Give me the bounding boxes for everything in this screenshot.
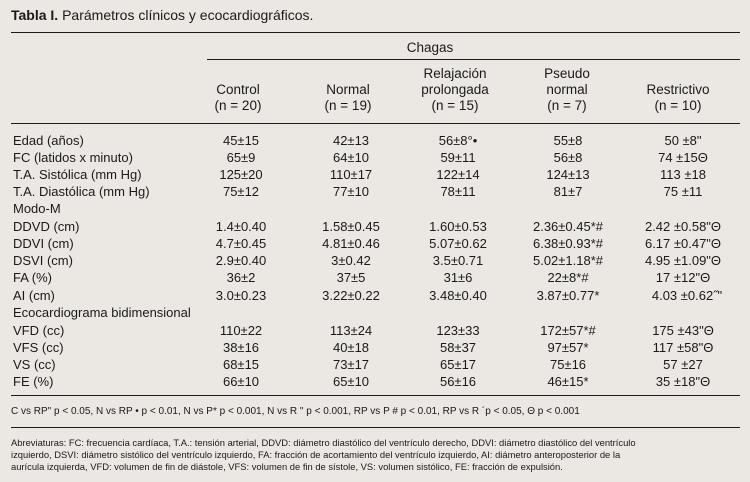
table-number: Tabla I. [11, 7, 59, 23]
cell-restrictivo: 4.95 ±1.09"Θ [644, 253, 722, 268]
cell-relajacion: 1.60±0.53 [429, 219, 487, 234]
cell-restrictivo: 57 ±27 [663, 357, 703, 372]
column-header-pseudo: Pseudo normal (n = 7) [544, 66, 590, 113]
cell-relajacion: 59±11 [440, 150, 476, 165]
cell-relajacion: 122±14 [436, 167, 480, 182]
cell-control: 2.9±0.40 [215, 253, 267, 268]
cell-pseudo: 81±7 [553, 184, 583, 199]
cell-pseudo: 124±13 [546, 167, 590, 182]
cell-normal: 64±10 [332, 150, 370, 165]
row-label: VFD (cc) [13, 323, 65, 338]
column-header-control: Control (n = 20) [214, 82, 262, 113]
row-label: DDVD (cm) [13, 219, 80, 234]
abbrev-line: izquierdo, DSVI: diámetro sistólico del ventrículo izquierdo, FA: fracción de acortamiento del ventrículo izquierdo, AI: diámetro anteroposterior de la [11, 449, 621, 460]
cell-control: 66±10 [222, 374, 260, 389]
cell-normal: 77±10 [332, 184, 370, 199]
cell-control: 3.0±0.23 [215, 288, 267, 303]
cell-pseudo: 3.87±0.77* [536, 288, 600, 303]
row-label: FA (%) [13, 270, 53, 285]
chagas-rule [207, 59, 740, 60]
cell-relajacion: 56±16 [439, 374, 477, 389]
row-label: VS (cc) [13, 357, 56, 372]
cell-control: 68±15 [222, 357, 260, 372]
cell-normal: 42±13 [332, 133, 370, 148]
cell-relajacion: 5.07±0.62 [429, 236, 487, 251]
table-title [11, 7, 313, 23]
cell-pseudo: 75±16 [549, 357, 587, 372]
row-label: FC (latidos x minuto) [13, 150, 133, 165]
cell-control: 125±20 [219, 167, 263, 182]
cell-normal: 73±17 [332, 357, 370, 372]
cell-relajacion: 56±8°• [438, 133, 478, 148]
cell-restrictivo: 35 ±18"Θ [655, 374, 711, 389]
row-label: VFS (cc) [13, 340, 64, 355]
cell-restrictivo: 4.03 ±0.62˝" [651, 288, 723, 303]
cell-relajacion: 78±11 [440, 184, 476, 199]
cell-control: 65±9 [226, 150, 256, 165]
cell-pseudo: 6.38±0.93*# [532, 236, 604, 251]
cell-restrictivo: 6.17 ±0.47"Θ [644, 236, 722, 251]
cell-pseudo: 2.36±0.45*# [532, 219, 604, 234]
cell-restrictivo: 2.42 ±0.58"Θ [644, 219, 722, 234]
row-label: DDVI (cm) [13, 236, 74, 251]
cell-relajacion: 3.5±0.71 [432, 253, 484, 268]
significance-footnote: C vs RP" p < 0.05, N vs RP • p < 0.01, N vs P* p < 0.001, N vs R " p < 0.001, RP vs P # p < 0.01, RP vs R ´p < 0.05, Θ p < 0.001 [11, 406, 580, 417]
cell-restrictivo: 175 ±43"Θ [652, 323, 714, 338]
cell-relajacion: 123±33 [436, 323, 480, 338]
section-bidimensional: Ecocardiograma bidimensional [13, 305, 191, 320]
row-label: FE (%) [13, 374, 54, 389]
row-label: Edad (años) [13, 133, 84, 148]
cell-control: 38±16 [222, 340, 260, 355]
cell-pseudo: 97±57* [547, 340, 589, 355]
row-label: T.A. Sistólica (mm Hg) [13, 167, 142, 182]
cell-normal: 3±0.42 [331, 253, 371, 268]
top-rule [11, 32, 740, 33]
cell-normal: 65±10 [332, 374, 370, 389]
column-header-relajacion: Relajación prolongada (n = 15) [421, 66, 489, 113]
cell-restrictivo: 113 ±18 [660, 167, 706, 182]
bottom-rule [11, 395, 740, 396]
column-header-normal: Normal (n = 19) [324, 82, 372, 113]
cell-normal: 110±17 [329, 167, 373, 182]
cell-restrictivo: 75 ±11 [663, 184, 703, 199]
cell-normal: 37±5 [336, 270, 366, 285]
row-label: T.A. Diastólica (mm Hg) [13, 184, 150, 199]
cell-relajacion: 31±6 [443, 270, 473, 285]
cell-control: 110±22 [219, 323, 263, 338]
cell-relajacion: 65±17 [439, 357, 477, 372]
cell-relajacion: 58±37 [439, 340, 477, 355]
cell-restrictivo: 74 ±15Θ [658, 150, 708, 165]
section-modo-m: Modo-M [13, 201, 61, 216]
abbrev-rule [11, 427, 740, 428]
cell-pseudo: 55±8 [553, 133, 583, 148]
cell-control: 1.4±0.40 [215, 219, 267, 234]
abbreviations-note [11, 437, 740, 473]
row-label: DSVI (cm) [13, 253, 73, 268]
cell-restrictivo: 117 ±58"Θ [652, 340, 714, 355]
header-rule [11, 123, 740, 124]
cell-restrictivo: 17 ±12"Θ [655, 270, 711, 285]
cell-pseudo: 172±57*# [540, 323, 596, 338]
cell-normal: 1.58±0.45 [322, 219, 380, 234]
cell-normal: 4.81±0.46 [322, 236, 380, 251]
column-header-restrictivo: Restrictivo (n = 10) [646, 82, 710, 113]
cell-control: 45±15 [222, 133, 260, 148]
chagas-group-header: Chagas [406, 40, 454, 55]
abbrev-line: aurícula izquierda, VFD: volumen de fin de diástole, VFS: volumen de fin de sístole, VS: volumen sistólico, FE: fracción de expulsión. [11, 461, 563, 472]
cell-normal: 113±24 [329, 323, 373, 338]
cell-restrictivo: 50 ±8" [664, 133, 702, 148]
cell-relajacion: 3.48±0.40 [429, 288, 487, 303]
cell-normal: 40±18 [332, 340, 370, 355]
cell-pseudo: 5.02±1.18*# [532, 253, 604, 268]
cell-control: 4.7±0.45 [215, 236, 267, 251]
cell-control: 36±2 [226, 270, 256, 285]
cell-normal: 3.22±0.22 [322, 288, 380, 303]
table-caption: Parámetros clínicos y ecocardiográficos. [58, 7, 314, 23]
abbrev-line: Abreviaturas: FC: frecuencia cardíaca, T.A.: tensión arterial, DDVD: diámetro diastólico del ventrículo derecho, DDVI: diámetro diastólico del ventrículo [11, 437, 636, 448]
row-label: AI (cm) [13, 288, 55, 303]
cell-pseudo: 56±8 [553, 150, 583, 165]
cell-pseudo: 46±15* [547, 374, 589, 389]
cell-control: 75±12 [222, 184, 260, 199]
cell-pseudo: 22±8*# [547, 270, 589, 285]
